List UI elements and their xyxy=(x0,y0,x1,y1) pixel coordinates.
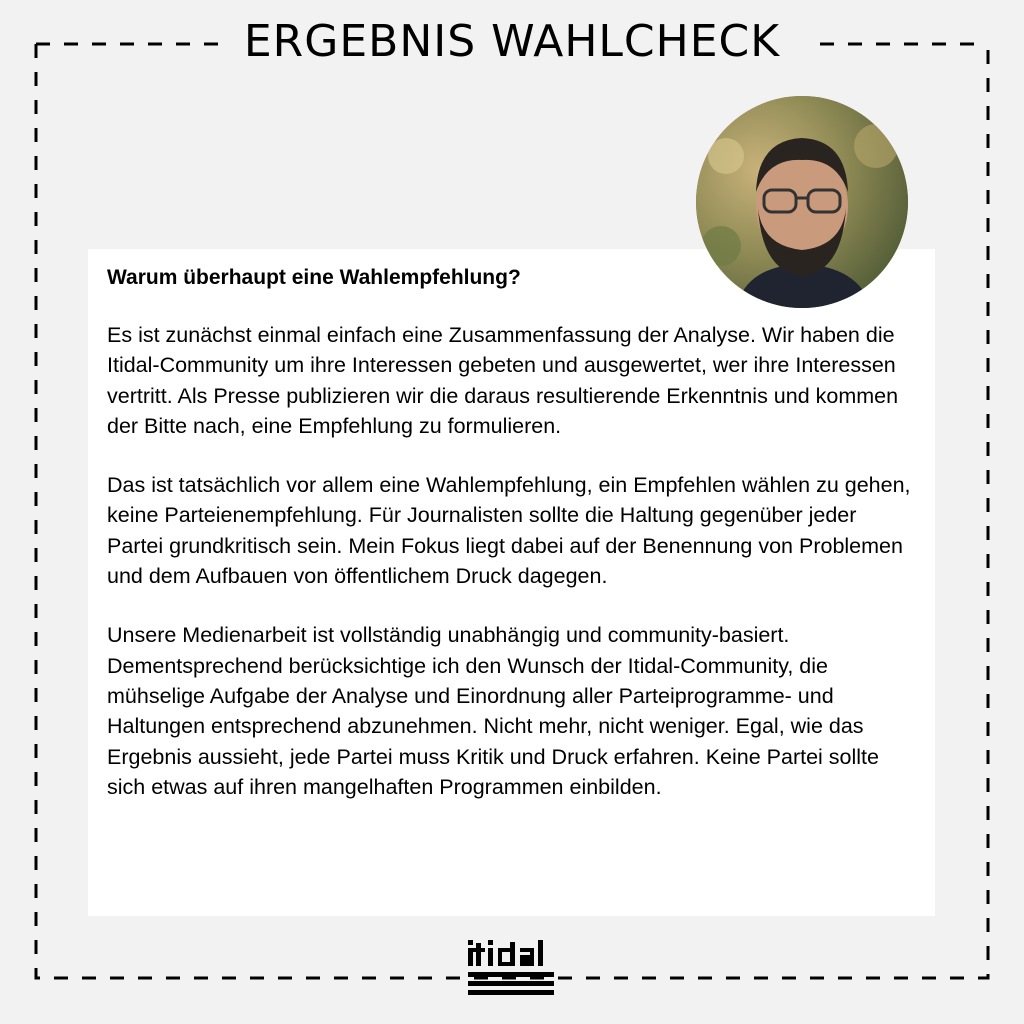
text-card xyxy=(88,249,935,916)
paragraph-1: Es ist zunächst einmal einfach eine Zusammenfassung der Analyse. Wir haben die Itidal-Community um ihre Interessen gebeten und ausgewertet, wer ihre Interessen vertritt. Als Presse publizieren wir die daraus resultierende Erkenntnis und kommen der Bitte nach, eine Empfehlung zu formulieren. xyxy=(107,323,899,438)
paragraph-3: Unsere Medienarbeit ist vollständig unabhängig und community-basiert. Dementsprechend berücksichtige ich den Wunsch der Itidal-Community, die mühselige Aufgabe der Analyse und Einordnung aller Parteiprogramme- und Haltungen entsprechend abzunehmen. Nicht mehr, nicht weniger. Egal, wie das Ergebnis aussieht, jede Partei muss Kritik und Druck erfahren. Keine Partei sollte sich etwas auf ihren mangelhaften Programmen einbilden. xyxy=(107,623,879,799)
author-portrait-photo xyxy=(696,96,908,308)
article-heading: Warum überhaupt eine Wahlempfehlung? xyxy=(107,266,521,289)
itidal-logo xyxy=(466,938,558,998)
page-title: ERGEBNIS WAHLCHECK xyxy=(0,16,1024,67)
paragraph-2: Das ist tatsächlich vor allem eine Wahlempfehlung, ein Empfehlen wählen zu gehen, keine Parteienempfehlung. Für Journalisten sollte die Haltung gegenüber jeder Partei grundkritisch sein. Mein Fokus liegt dabei auf der Benennung von Problemen und dem Aufbauen von öffentlichem Druck dagegen. xyxy=(107,473,911,589)
